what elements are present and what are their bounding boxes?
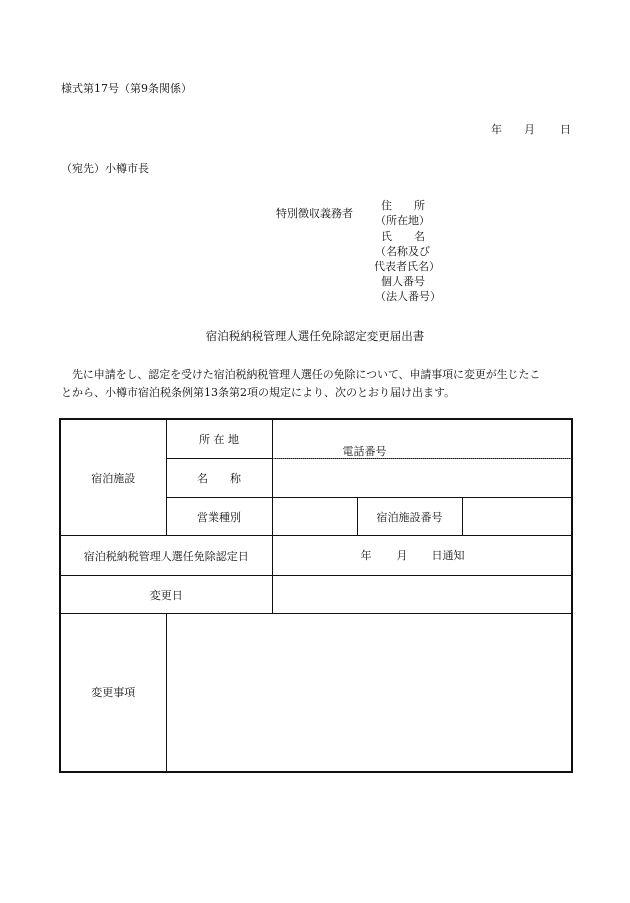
applicant-role: 特別徴収義務者 xyxy=(276,207,353,220)
date-day: 日 xyxy=(560,123,571,136)
approval-date-field[interactable] xyxy=(272,536,572,576)
business-type-label: 営業種別 xyxy=(197,510,241,524)
name-label-cell xyxy=(166,459,272,498)
location-label-cell xyxy=(166,419,272,459)
form-number: 様式第17号（第9条関係） xyxy=(61,82,192,95)
change-date-label-cell xyxy=(60,576,272,614)
name-sub-label-1: （名称及び xyxy=(375,245,430,258)
business-type-field[interactable] xyxy=(272,498,357,536)
address-label: 住 所 xyxy=(381,199,425,212)
date-year: 年 xyxy=(491,123,502,136)
address-sub-label: （所在地） xyxy=(375,214,430,227)
approval-date-label: 宿泊税納税管理人選任免除認定日 xyxy=(83,549,249,563)
phone-label: 電話番号 xyxy=(342,445,387,458)
facility-number-label-cell xyxy=(357,498,462,536)
change-date-label: 変更日 xyxy=(149,588,183,602)
body-line-2: とから、小樽市宿泊税条例第13条第2項の規定により、次のとおり届け出ます。 xyxy=(61,386,456,399)
date-month: 月 xyxy=(524,123,535,136)
approval-day-notice: 日通知 xyxy=(431,549,465,562)
facility-number-field[interactable] xyxy=(462,498,572,536)
location-label: 所 在 地 xyxy=(199,433,239,446)
facility-number-label: 宿泊施設番号 xyxy=(376,510,443,524)
facility-label: 宿泊施設 xyxy=(91,471,136,485)
location-field[interactable] xyxy=(272,419,572,459)
change-items-label: 変更事項 xyxy=(91,686,136,700)
form-table xyxy=(59,418,573,773)
business-type-label-cell xyxy=(166,498,272,536)
change-items-label-cell xyxy=(60,614,166,772)
approval-date-label-cell xyxy=(60,536,272,576)
change-date-field[interactable] xyxy=(272,576,572,614)
facility-name-field[interactable] xyxy=(272,459,572,498)
addressee: （宛先）小樽市長 xyxy=(61,162,149,175)
facility-label-cell xyxy=(60,419,166,536)
approval-year: 年 xyxy=(360,549,372,562)
phone-divider xyxy=(273,458,572,459)
change-items-field[interactable] xyxy=(166,614,572,772)
facility-name-label: 名 称 xyxy=(197,472,241,485)
number-sub-label: （法人番号） xyxy=(375,290,441,303)
name-sub-label-2: 代表者氏名） xyxy=(374,260,440,273)
body-line-1: 先に申請をし、認定を受けた宿泊税納税管理人選任の免除について、申請事項に変更が生じたこ xyxy=(72,368,541,381)
number-label: 個人番号 xyxy=(381,275,425,288)
document-title: 宿泊税納税管理人選任免除認定変更届出書 xyxy=(205,329,425,343)
name-label: 氏 名 xyxy=(381,230,425,243)
approval-month: 月 xyxy=(396,549,408,562)
